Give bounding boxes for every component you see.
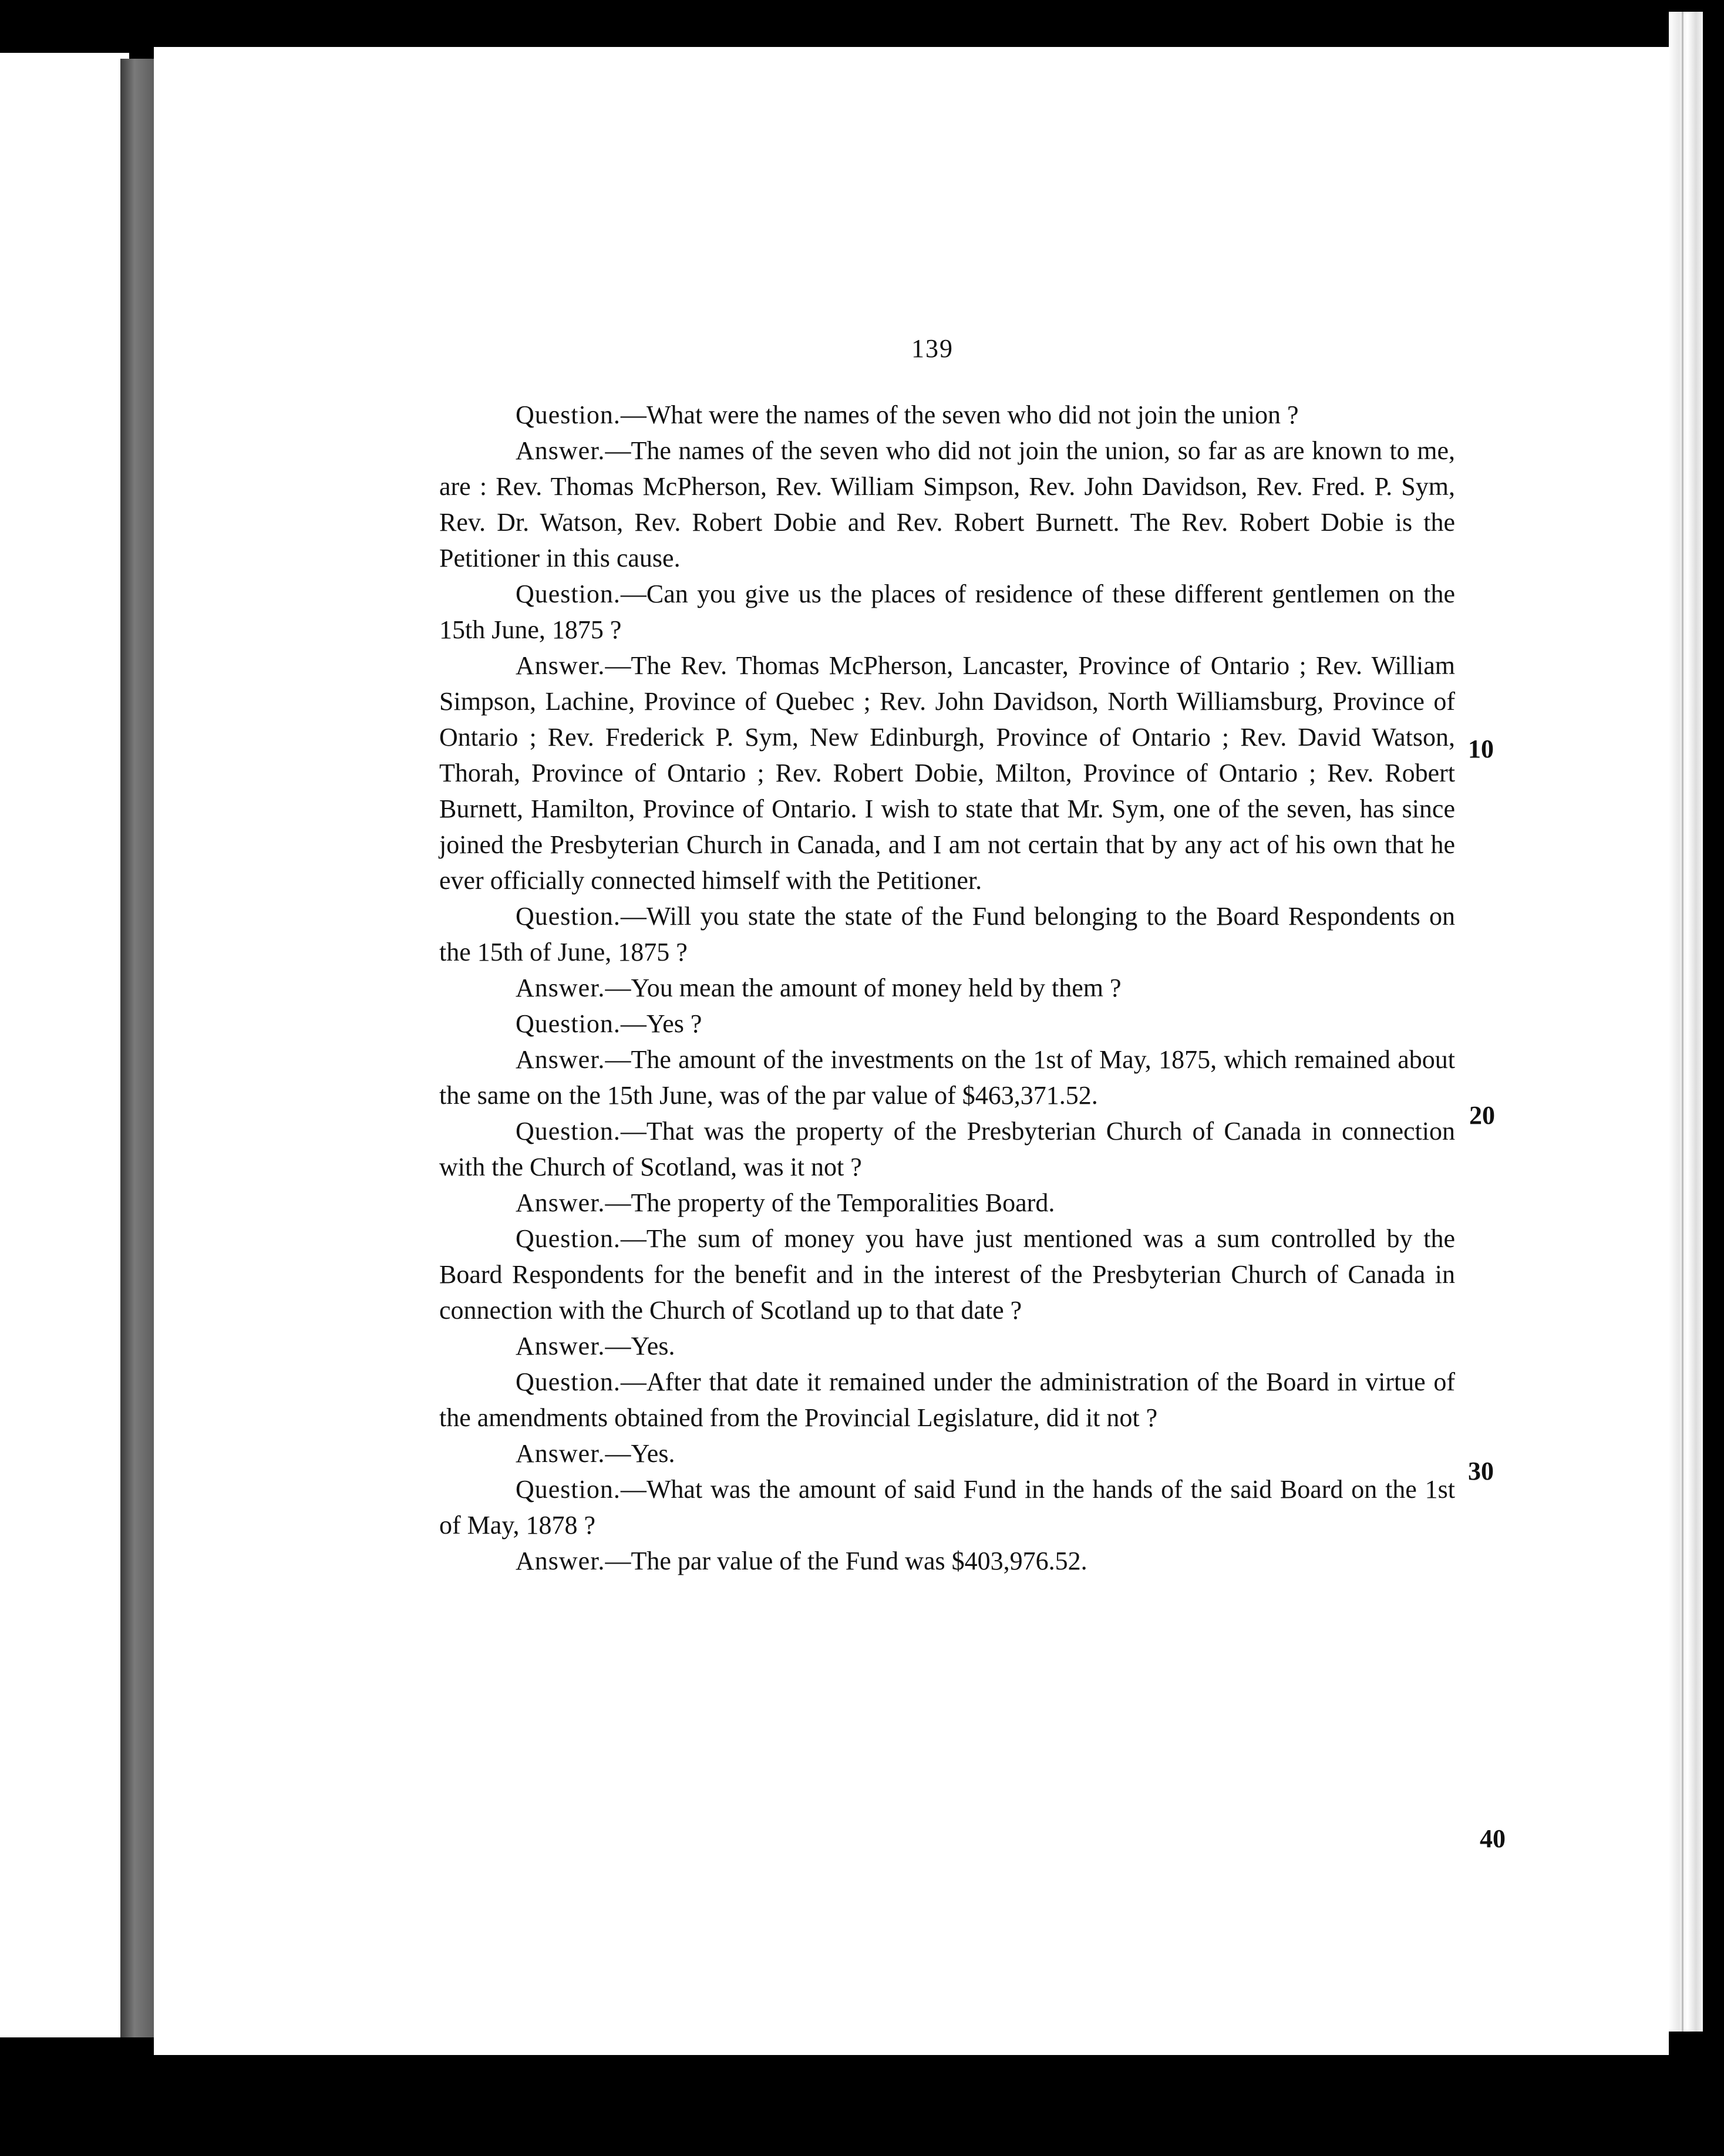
- paragraph-text: —The amount of the investments on the 1st of May, 1875, which remained about the same on the 15th June, was of the par value of $463,371.52.: [439, 1045, 1455, 1110]
- paragraph-text: —What were the names of the seven who did not join the union ?: [620, 400, 1299, 429]
- line-number-10: 10: [1468, 735, 1494, 763]
- paragraph-text: —Can you give us the places of residence of these different gentlemen on the 15th June, 1875 ?: [439, 580, 1455, 644]
- paragraph: [439, 1543, 1455, 1579]
- margin-line-numbers: [1456, 397, 1527, 1923]
- page-number: 139: [911, 334, 954, 363]
- speaker-label: Answer.: [516, 436, 605, 465]
- paragraph-text: —Yes.: [605, 1439, 675, 1468]
- paragraph-text: —The Rev. Thomas McPherson, Lancaster, Province of Ontario ; Rev. William Simpson, Lachine, Province of Quebec ; Rev. John Davidson, North Williamsburg, Province of Ontario ; Rev. Frederick P. Sym, New Edinburgh, Province of Ontario ; Rev. David Watson, Thorah, Province of Ontario ; Rev. Robert Dobie, Milton, Province of Ontario ; Rev. Robert Burnett, Hamilton, Province of Ontario. I wish to state that Mr. Sym, one of the seven, has since joined the Presbyterian Church in Canada, and I am not certain that by any act of his own that he ever officially connected himself with the Petitioner.: [439, 651, 1455, 895]
- testimony-text: [439, 397, 1455, 1579]
- paragraph: [439, 1364, 1455, 1436]
- paragraph-text: —That was the property of the Presbyterian Church of Canada in connection with the Church of Scotland, was it not ?: [439, 1117, 1455, 1181]
- speaker-label: Answer.: [516, 1332, 605, 1360]
- paragraph: [439, 1328, 1455, 1364]
- line-number-20: 20: [1469, 1101, 1495, 1130]
- paragraph: [439, 1185, 1455, 1221]
- line-number-40: 40: [1480, 1824, 1506, 1853]
- speaker-label: Question.: [516, 1117, 621, 1146]
- speaker-label: Question.: [516, 400, 621, 429]
- paragraph: [439, 1436, 1455, 1471]
- paragraph: [439, 1471, 1455, 1543]
- paragraph: [439, 433, 1455, 576]
- speaker-label: Answer.: [516, 1045, 605, 1074]
- paragraph-text: —The property of the Temporalities Board.: [605, 1188, 1055, 1217]
- paragraph-text: —What was the amount of said Fund in the hands of the said Board on the 1st of May, 1878 ?: [439, 1475, 1455, 1539]
- paragraph-text: —Yes.: [605, 1332, 675, 1360]
- paragraph-text: —Yes ?: [620, 1009, 702, 1038]
- paragraph: [439, 1113, 1455, 1185]
- paragraph-text: —After that date it remained under the administration of the Board in virtue of the amendments obtained from the Provincial Legislature, did it not ?: [439, 1367, 1455, 1432]
- paragraph: [439, 576, 1455, 648]
- paragraph: [439, 1042, 1455, 1113]
- paragraph-text: —The sum of money you have just mentioned was a sum controlled by the Board Respondents for the benefit and in the interest of the Presbyterian Church of Canada in connection with the Church of Scotland up to that date ?: [439, 1224, 1455, 1325]
- speaker-label: Question.: [516, 902, 621, 931]
- line-number-30: 30: [1468, 1457, 1494, 1485]
- speaker-label: Answer.: [516, 1439, 605, 1468]
- speaker-label: Question.: [516, 1224, 621, 1253]
- paragraph: [439, 648, 1455, 898]
- speaker-label: Question.: [516, 1475, 621, 1504]
- paragraph: [439, 397, 1455, 433]
- speaker-label: Answer.: [516, 1188, 605, 1217]
- speaker-label: Question.: [516, 580, 621, 608]
- paragraph: [439, 1006, 1455, 1042]
- page-stack-edge: [1669, 12, 1703, 2032]
- facing-page-edge: [0, 53, 129, 2037]
- speaker-label: Answer.: [516, 1547, 605, 1575]
- paragraph-text: —You mean the amount of money held by them ?: [605, 973, 1122, 1002]
- paragraph-text: —Will you state the state of the Fund belonging to the Board Respondents on the 15th of June, 1875 ?: [439, 902, 1455, 966]
- paragraph-text: —The par value of the Fund was $403,976.52.: [605, 1547, 1087, 1575]
- paragraph: [439, 970, 1455, 1006]
- book-gutter: [120, 59, 156, 2037]
- paragraph: [439, 898, 1455, 970]
- speaker-label: Answer.: [516, 651, 605, 680]
- paragraph: [439, 1221, 1455, 1328]
- paragraph-text: —The names of the seven who did not join the union, so far as are known to me, are : Rev. Thomas McPherson, Rev. William Simpson, Rev. John Davidson, Rev. Fred. P. Sym, Rev. Dr. Watson, Rev. Robert Dobie and Rev. Robert Burnett. The Rev. Robert Dobie is the Petitioner in this cause.: [439, 436, 1455, 572]
- speaker-label: Question.: [516, 1367, 621, 1396]
- speaker-label: Question.: [516, 1009, 621, 1038]
- speaker-label: Answer.: [516, 973, 605, 1002]
